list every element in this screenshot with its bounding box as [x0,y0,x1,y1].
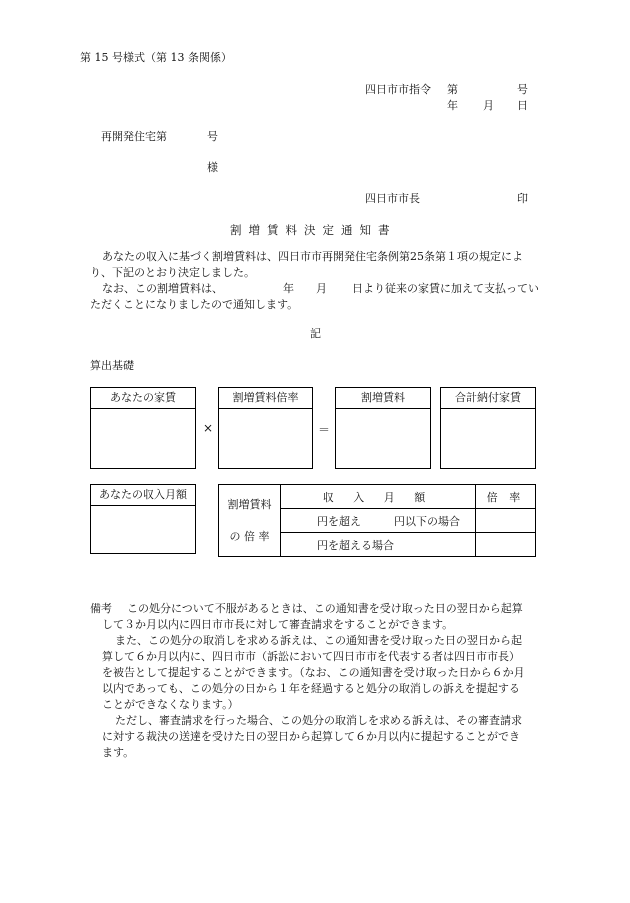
rate-cell-row2 [476,533,536,557]
rate-column-header: 倍 率 [476,485,536,509]
surcharge-box [335,387,431,469]
rate-table [218,484,536,557]
total-rent-header: 合計納付家賃 [441,388,535,409]
seal-mark: 印 [517,192,528,205]
ki-mark: 記 [310,327,321,340]
body-p1-line1: あなたの収入に基づく割増賃料は、四日市市再開発住宅条例第25条第１項の規定によ [102,250,523,263]
notes-line9: に対する裁決の送達を受けた日の翌日から起算して６か月以内に提起することができ [102,730,520,743]
rate-label-line2: の 倍 率 [229,529,270,543]
document-title: 割増賃料決定通知書 [230,223,397,237]
ref-year: 年 [447,99,458,112]
income-box [90,484,196,554]
recipient-go: 号 [207,130,218,143]
ref-day: 日 [517,99,528,112]
notes-line6: 以内であっても、この処分の日から１年を経過すると処分の取消しの訴えを提起する [102,682,520,695]
notes-line1: この処分について不服があるときは、この通知書を受け取った日の翌日から起算 [127,602,523,615]
notes-line4: 算して６か月以内に、四日市市（訴訟において四日市市を代表する者は四日市市長） [102,650,520,663]
rate-multiplier-box [218,387,313,469]
ref-go: 号 [517,83,528,96]
income-range-row1: 円を超え 円以下の場合 [281,509,476,533]
body-p2-month: 月 [316,282,327,295]
notes-line3: また、この処分の取消しを求める訴えは、この通知書を受け取った日の翌日から起 [115,634,522,647]
notes-line8: ただし、審査請求を行った場合、この処分の取消しを求める訴えは、その審査請求 [115,714,522,727]
ref-dai: 第 [447,83,458,96]
rate-multiplier-header: 割増賃料倍率 [219,388,312,409]
sender-mayor: 四日市市長 [365,192,420,205]
total-rent-box [440,387,536,469]
body-p2-year: 年 [283,282,294,295]
rate-label-line1: 割増賃料 [227,497,272,511]
notes-label: 備考 [90,602,112,615]
body-p2-prefix: なお、この割増賃料は、 [102,282,223,295]
notes-line5: を被告として提起することができます。（なお、この通知書を受け取った日から６か月 [102,666,525,679]
income-box-header: あなたの収入月額 [91,485,195,506]
notes-line10: ます。 [102,746,135,759]
rent-box-header: あなたの家賃 [91,388,195,409]
surcharge-header: 割増賃料 [336,388,430,409]
ref-issuer: 四日市市指令 [365,83,431,96]
body-p2-suffix: 日より従来の家賃に加えて支払ってい [352,282,539,295]
income-column-header: 収 入 月 額 [281,485,476,509]
rate-cell-row1 [476,509,536,533]
table-row [219,485,536,509]
rate-label-cell [219,485,281,557]
recipient-sama: 様 [207,161,218,174]
body-p2-line2: ただくことになりましたので通知します。 [90,298,299,311]
notes-line2: して３か月以内に四日市市長に対して審査請求をすることができます。 [102,618,454,631]
times-symbol: × [203,421,214,435]
basis-label: 算出基礎 [90,359,134,372]
ref-month: 月 [483,99,494,112]
equals-symbol: ＝ [318,423,331,437]
notes-line7: ことができなくなります。） [102,698,239,711]
form-number: 第 15 号様式（第 13 条関係） [80,51,232,64]
income-range-row2: 円を超える場合 [281,533,476,557]
body-p1-line2: り、下記のとおり決定しました。 [90,266,255,279]
rent-box [90,387,196,469]
recipient-line: 再開発住宅第 [101,130,167,143]
